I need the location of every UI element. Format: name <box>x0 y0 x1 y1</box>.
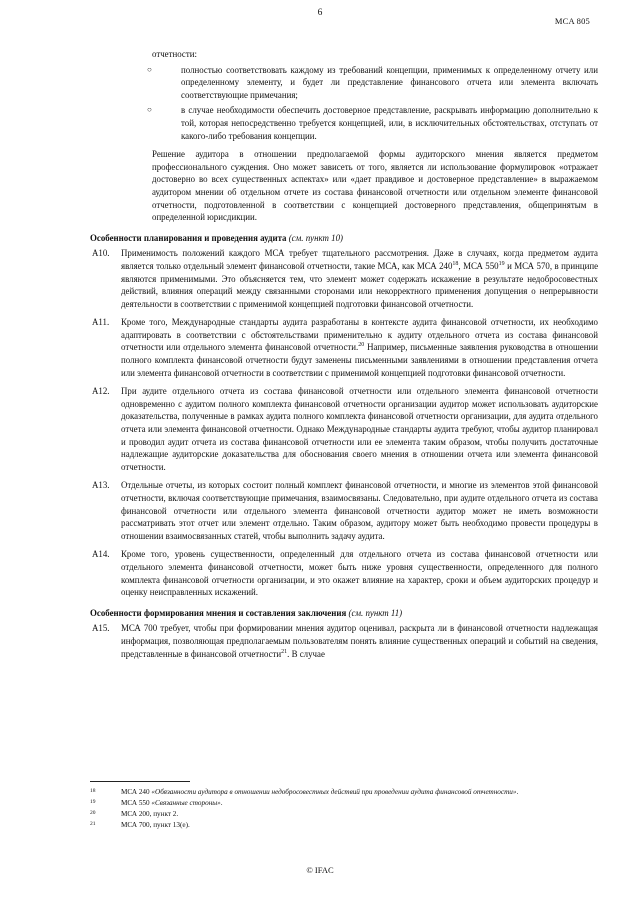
footnote-ref[interactable]: 18 <box>452 260 459 267</box>
paragraph-a11 <box>90 316 598 379</box>
footnote-tail: . <box>220 799 223 807</box>
list-item <box>90 64 598 102</box>
footnote-ref[interactable]: 21 <box>281 648 288 655</box>
footnotes <box>90 787 598 831</box>
footnote-item <box>90 809 598 820</box>
footnote-item <box>90 798 598 809</box>
footnote-item <box>90 787 598 798</box>
footnote-divider <box>90 781 190 782</box>
intro-closing: Решение аудитора в отношении предполагаемой формы аудиторского мнения является предметом профессионального суждения. Оно может зависеть от того, является ли использование формулировок «отражает достоверно во всех существенных аспектах» или «дает правдивое и достоверное представление» в выражаемом аудитором мнении об отдельном отчете из состава финансовой отчетности или отдельном элементе финансовой отчетности, подготовленной в соответствии с концепцией достоверного представления, общепринятым в определенной юрисдикции. <box>152 149 598 223</box>
paragraph-a13 <box>90 479 598 542</box>
bullet-icon: ○ <box>147 64 152 74</box>
document-code: MCA 805 <box>554 16 590 26</box>
paragraph-number: A11. <box>92 317 110 328</box>
footnote-title: «Связанные стороны» <box>151 799 221 807</box>
footnote-number: 20 <box>90 810 96 816</box>
paragraph-a15 <box>90 622 598 660</box>
footnote-text: МСА 550 <box>121 799 152 807</box>
paragraph-text <box>121 247 598 310</box>
text-run: Применимость положений каждого МСА требует тщательного рассмотрения. Даже в случаях, когда предметом аудита является только отдельный элемент финансовой отчетности, такие МСА, как МСА 240 <box>121 248 598 271</box>
text-run: и МСА 570, в принципе являются применимыми. Это объясняется тем, что элемент может содержать искажение в результате недобросовестных действий, влияния операций между связанными сторонами или некорректного применения допущения о непрерывности деятельности в соответствии с применимой концепцией подготовки финансовой отчетности. <box>121 260 599 309</box>
footnote-text: МСА 240 <box>121 788 152 796</box>
footnote-number: 21 <box>90 821 96 827</box>
footnote-text: МСА 700, пункт 13(e). <box>121 821 190 829</box>
footnote-tail: . <box>516 788 519 796</box>
paragraph-number: A15. <box>92 623 110 634</box>
paragraph-text <box>121 316 598 379</box>
section-reference: (см. пункт 10) <box>288 232 343 243</box>
paragraph-number: A12. <box>92 386 110 397</box>
section-title: Особенности формирования мнения и составления заключения <box>90 607 347 618</box>
section-title: Особенности планирования и проведения аудита <box>90 232 287 243</box>
paragraph-text: Отдельные отчеты, из которых состоит полный комплект финансовой отчетности, и многие из элементов этой финансовой отчетности, включая соответствующие примечания, взаимосвязаны. Следовательно, при аудите отдельного отчета из состава финансовой отчетности или отдельного элемента финансовой отчетности аудитор может не иметь возможности рассматривать этот отчет или элемент отдельно. Таким образом, аудитору может быть необходимо провести процедуры в отношении взаимосвязанных статей, чтобы выполнить задачу аудита. <box>121 480 598 541</box>
section-heading-opinion <box>90 607 598 620</box>
footnote-number: 18 <box>90 788 96 794</box>
footnote-number: 19 <box>90 799 96 805</box>
paragraph-a12 <box>90 385 598 473</box>
copyright-footer: © IFAC <box>306 865 334 875</box>
section-reference: (см. пункт 11) <box>348 607 403 618</box>
paragraph-number: A13. <box>92 480 110 491</box>
bullet-icon: ○ <box>147 105 152 115</box>
footnote-ref[interactable]: 20 <box>358 342 365 349</box>
footnote-text: МСА 200, пункт 2. <box>121 810 179 818</box>
paragraph-text: При аудите отдельного отчета из состава финансовой отчетности или отдельного элемента финансовой отчетности одновременно с аудитом полного комплекта финансовой отчетности организации аудитор может использовать аудиторские доказательства, полученные в рамках аудита полного комплекта финансовой отчетности организации, для аудита отдельного отчета или элемента финансовой отчетности. Однако Международные стандарты аудита требуют, чтобы аудитор планировал и проводил аудит отчета из состава финансовой отчетности или ее элемента таким образом, чтобы получить достаточные надлежащие аудиторские доказательства для обоснования своего мнения в отношении отчета или элемента финансовой отчетности. <box>121 386 598 472</box>
paragraph-number: A10. <box>92 248 110 259</box>
list-item <box>90 104 598 142</box>
text-run: Кроме того, Международные стандарты аудита разработаны в контексте аудита финансовой отчетности, их необходимо адаптировать в соответствии с обстоятельствами применительно к аудиту отдельного отчета из состава финансовой отчетности или отдельного элемента финансовой отчетности. <box>121 317 598 353</box>
paragraph-a10 <box>90 247 598 310</box>
page-number: 6 <box>317 8 323 18</box>
paragraph-number: A14. <box>92 549 110 560</box>
footnote-ref[interactable]: 19 <box>498 260 505 267</box>
paragraph-text: Кроме того, уровень существенности, определенный для отдельного отчета из состава финансовой отчетности или отдельного элемента финансовой отчетности, может быть ниже уровня существенности, определенного для полного комплекта финансовой отчетности организации, и это окажет влияние на характер, сроки и объем аудиторских процедур и оценку неисправленных искажений. <box>121 549 598 598</box>
bullet-text: полностью соответствовать каждому из требований концепции, применимых к определенному отчету или определенному элементу, и будет ли представление финансового отчета или элемента включать соответствующие примечания; <box>181 64 598 100</box>
intro-lead: отчетности: <box>152 49 197 59</box>
section-heading-planning <box>90 232 598 245</box>
document-body <box>90 48 598 660</box>
bullet-text: в случае необходимости обеспечить достоверное представление, раскрывать информацию дополнительно к той, которая непосредственно требуется концепцией, или, в исключительных обстоятельствах, отступать от какого-либо требования концепции. <box>181 105 598 141</box>
text-run: МСА 700 требует, чтобы при формировании мнения аудитор оценивал, раскрыта ли в финансовой отчетности надлежащая информация, позволяющая предполагаемым пользователям понять влияние существенных операций и событий на сведения, представленные в финансовой отчетности <box>121 623 598 659</box>
footnote-item <box>90 820 598 831</box>
footnote-title: «Обязанности аудитора в отношении недобросовестных действий при проведении аудита финансовой отчетности» <box>151 788 517 796</box>
text-run: , МСА 550 <box>458 260 499 271</box>
paragraph-a14 <box>90 548 598 598</box>
text-run: . В случае <box>287 648 325 659</box>
text-run: Например, письменные заявления руководства в отношении полного комплекта финансовой отчетности будут заменены письменными заявлениями в отношении представления отчета или элемента финансовой отчетности в соответствии с применимой концепцией подготовки финансовой отчетности. <box>121 342 598 378</box>
paragraph-text <box>121 622 598 660</box>
